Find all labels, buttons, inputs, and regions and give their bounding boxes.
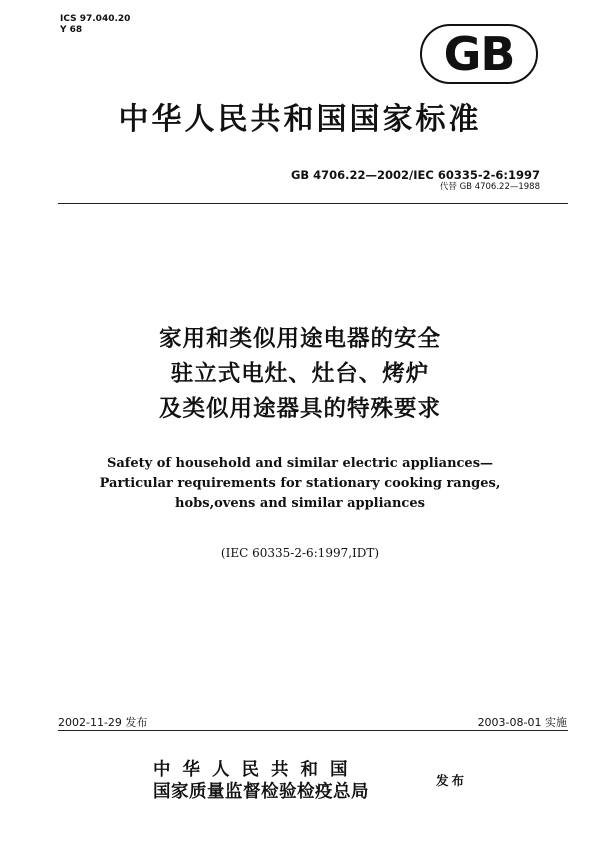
gb-logo-text: GB — [443, 27, 515, 81]
implement-date: 2003-08-01 实施 — [477, 716, 567, 729]
divider-bottom — [58, 730, 568, 731]
ics-code: ICS 97.040.20 — [60, 14, 131, 24]
publish-date: 2002-11-29 发布 — [58, 716, 148, 729]
equivalence-note: (IEC 60335-2-6:1997,IDT) — [220, 546, 380, 560]
issuer-line-2: 国家质量监督检验检疫总局 — [153, 782, 369, 802]
divider-top — [58, 203, 568, 204]
issue-label: 发布 — [436, 773, 468, 788]
english-title-line: Safety of household and similar electric appliances— — [106, 456, 494, 471]
english-title-line: Particular requirements for stationary cooking ranges, — [99, 476, 501, 491]
issuing-authority — [153, 759, 369, 803]
ccs-code: Y 68 — [60, 25, 83, 35]
gb-logo — [420, 24, 538, 84]
standard-number: GB 4706.22—2002/IEC 60335-2-6:1997 — [290, 168, 540, 182]
classification-codes — [60, 14, 130, 36]
chinese-title-line: 及类似用途器具的特殊要求 — [158, 396, 441, 422]
standard-title: 中华人民共和国国家标准 — [118, 102, 482, 137]
english-title-line: hobs,ovens and similar appliances — [175, 496, 425, 511]
chinese-title — [0, 322, 600, 427]
chinese-title-line: 家用和类似用途电器的安全 — [158, 326, 441, 352]
chinese-title-line: 驻立式电灶、灶台、烤炉 — [170, 361, 430, 387]
english-title — [0, 454, 600, 514]
issuer-line-1: 中华人民共和国 — [153, 760, 360, 780]
replaces-standard: 代替 GB 4706.22—1988 — [439, 182, 540, 192]
